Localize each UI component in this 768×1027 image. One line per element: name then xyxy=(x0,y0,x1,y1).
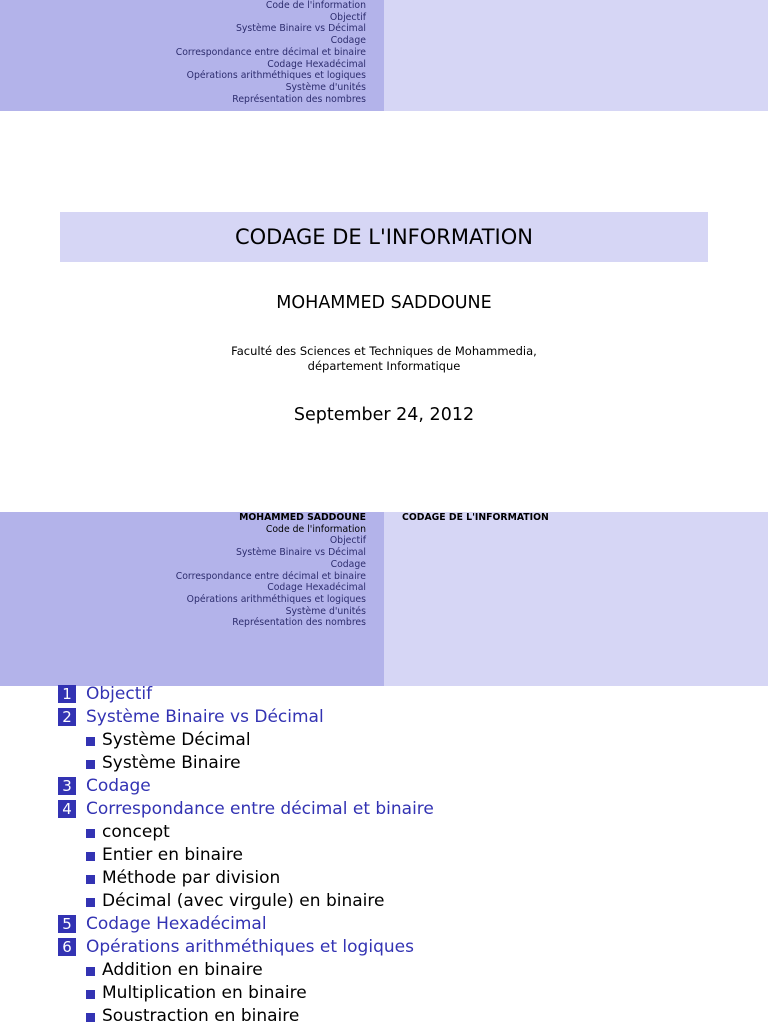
nav-item-codage-hexadecimal[interactable]: Codage Hexadécimal xyxy=(267,58,366,70)
bullet-square-icon xyxy=(86,829,95,838)
nav-item-objectif[interactable]: Objectif xyxy=(329,11,366,23)
toc-subsection[interactable]: Soustraction en binaire xyxy=(86,1004,434,1027)
bullet-square-icon xyxy=(86,898,95,907)
nav-item-operations[interactable]: Opérations arithméthiques et logiques xyxy=(186,593,366,605)
bullet-square-icon xyxy=(86,967,95,976)
section-navigation xyxy=(0,512,384,686)
author-name: MOHAMMED SADDOUNE xyxy=(276,293,492,313)
nav-item-correspondance[interactable]: Correspondance entre décimal et binaire xyxy=(175,570,366,582)
header-right-panel xyxy=(384,0,768,111)
nav-item-objectif[interactable]: Objectif xyxy=(329,535,366,547)
institute-line-2: département Informatique xyxy=(307,359,461,373)
toc-subsection[interactable]: Système Binaire xyxy=(86,751,434,774)
nav-item-code-information[interactable]: Code de l'information xyxy=(265,523,366,535)
section-navigation xyxy=(0,0,384,111)
nav-item-codage[interactable]: Codage xyxy=(330,35,366,47)
toc-section-5[interactable]: 5 Codage Hexadécimal xyxy=(58,912,434,935)
nav-item-systeme-unites[interactable]: Système d'unités xyxy=(285,605,366,617)
toc-subsection[interactable]: Multiplication en binaire xyxy=(86,981,434,1004)
toc-subsection[interactable]: Système Décimal xyxy=(86,728,434,751)
toc-section-2[interactable]: 2 Système Binaire vs Décimal xyxy=(58,705,434,728)
toc-section-3[interactable]: 3 Codage xyxy=(58,774,434,797)
toc-section-6[interactable]: 6 Opérations arithméthiques et logiques xyxy=(58,935,434,958)
nav-item-systeme-binaire[interactable]: Système Binaire vs Décimal xyxy=(236,547,366,559)
toc-subsection[interactable]: Décimal (avec virgule) en binaire xyxy=(86,889,434,912)
header-title: CODAGE DE L'INFORMATION xyxy=(402,512,549,523)
nav-item-systeme-unites[interactable]: Système d'unités xyxy=(285,81,366,93)
nav-item-representation[interactable]: Représentation des nombres xyxy=(232,617,366,629)
institute xyxy=(0,344,768,374)
slide-header xyxy=(0,0,768,111)
bullet-square-icon xyxy=(86,737,95,746)
toc-subsection[interactable]: concept xyxy=(86,820,434,843)
header-right-panel xyxy=(384,512,768,686)
presentation-date: September 24, 2012 xyxy=(293,405,475,425)
nav-item-code-information[interactable]: Code de l'information xyxy=(265,0,366,11)
toc-section-4[interactable]: 4 Correspondance entre décimal et binaire xyxy=(58,797,434,820)
nav-item-operations[interactable]: Opérations arithméthiques et logiques xyxy=(186,70,366,82)
toc-subsection[interactable]: Entier en binaire xyxy=(86,843,434,866)
bullet-square-icon xyxy=(86,760,95,769)
nav-item-codage[interactable]: Codage xyxy=(330,558,366,570)
table-of-contents xyxy=(58,682,434,1027)
nav-item-systeme-binaire[interactable]: Système Binaire vs Décimal xyxy=(236,23,366,35)
toc-subsection[interactable]: Méthode par division xyxy=(86,866,434,889)
bullet-square-icon xyxy=(86,875,95,884)
toc-subsection[interactable]: Addition en binaire xyxy=(86,958,434,981)
slide-header xyxy=(0,512,768,686)
bullet-square-icon xyxy=(86,990,95,999)
presentation-title: CODAGE DE L'INFORMATION xyxy=(60,212,708,262)
nav-item-representation[interactable]: Représentation des nombres xyxy=(232,93,366,105)
title-slide xyxy=(0,0,768,512)
bullet-square-icon xyxy=(86,852,95,861)
institute-line-1: Faculté des Sciences et Techniques de Mohammedia, xyxy=(231,344,537,358)
bullet-square-icon xyxy=(86,1013,95,1022)
header-author: MOHAMMED SADDOUNE xyxy=(239,512,366,523)
toc-section-1[interactable]: 1 Objectif xyxy=(58,682,434,705)
nav-item-correspondance[interactable]: Correspondance entre décimal et binaire xyxy=(175,46,366,58)
nav-item-codage-hexadecimal[interactable]: Codage Hexadécimal xyxy=(267,582,366,594)
